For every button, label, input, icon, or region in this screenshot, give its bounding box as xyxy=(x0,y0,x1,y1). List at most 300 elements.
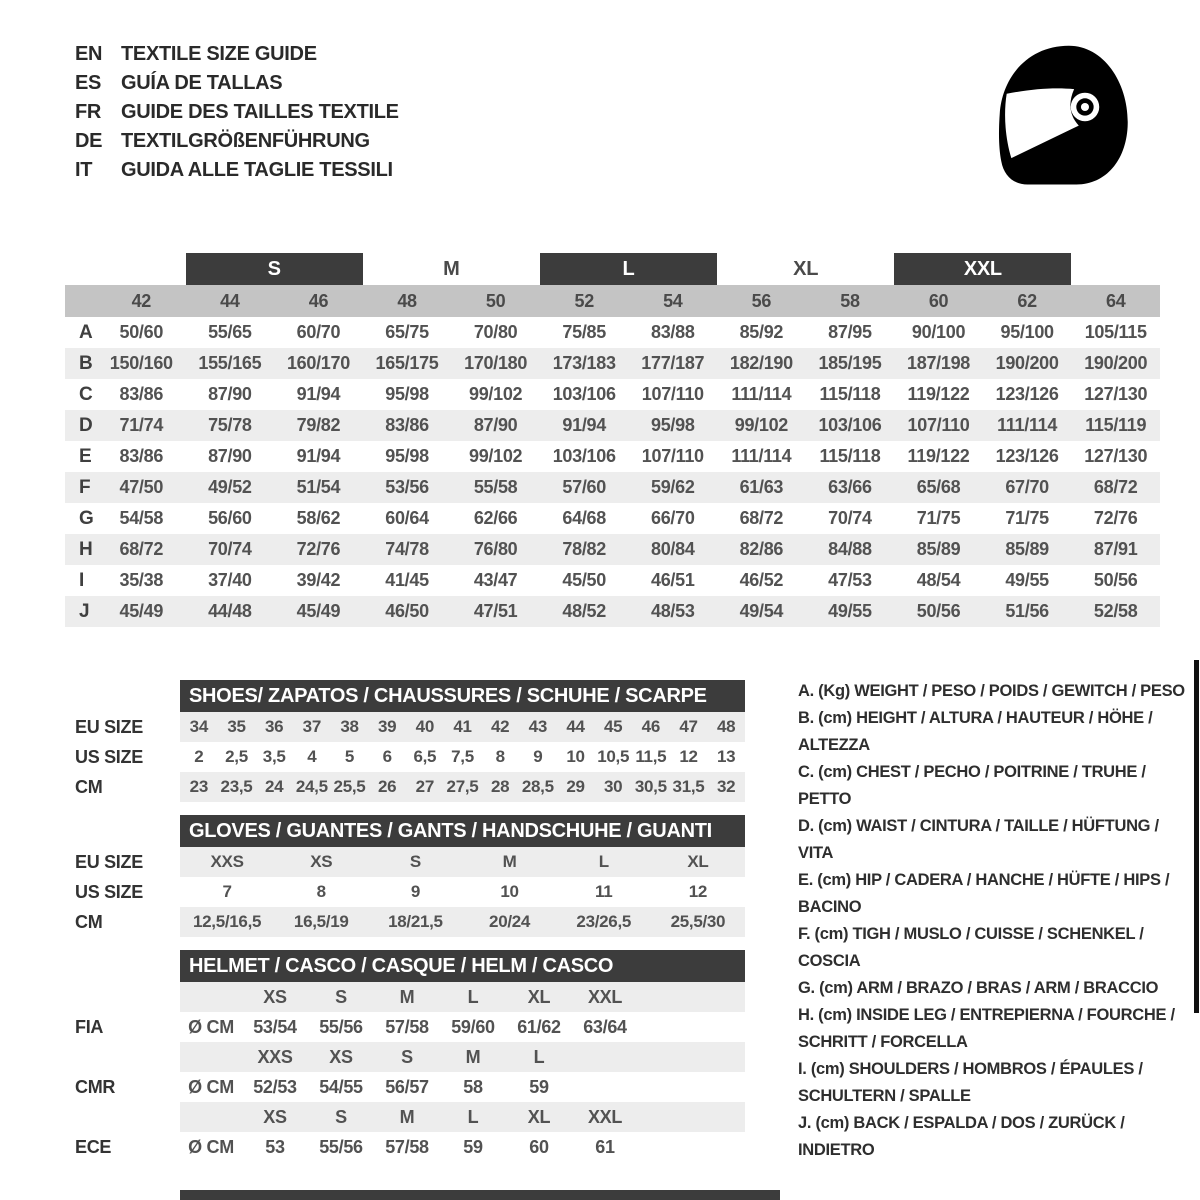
language-title-block xyxy=(75,40,399,185)
gloves-cm-value: 18/21,5 xyxy=(388,912,443,931)
helmet-size-label: XS xyxy=(329,1046,353,1067)
size-value-cell: 35/38 xyxy=(119,570,164,590)
shoes-eu-value: 46 xyxy=(641,717,660,736)
shoes-eu-value: 36 xyxy=(265,717,284,736)
size-value-cell: 58/62 xyxy=(296,508,341,528)
main-table-rows xyxy=(65,317,1160,627)
helmet-value-cell: 59 xyxy=(529,1076,549,1097)
shoes-eu-value: 37 xyxy=(302,717,321,736)
language-code: ES xyxy=(75,72,102,94)
table-row xyxy=(65,441,1160,472)
size-value-cell: 37/40 xyxy=(208,570,252,590)
size-value-cell: 64/68 xyxy=(562,508,606,528)
table-row xyxy=(65,317,1160,348)
size-value-cell: 91/94 xyxy=(296,384,341,404)
size-value-cell: 61/63 xyxy=(739,477,784,497)
size-value-cell: 70/74 xyxy=(828,508,872,528)
size-column-header: 62 xyxy=(1017,290,1037,311)
size-value-cell: 62/66 xyxy=(473,508,518,528)
legend-item: F. (cm) TIGH / MUSLO / CUISSE / SCHENKEL / COSCIA xyxy=(798,925,1144,970)
size-value-cell: 48/52 xyxy=(562,601,606,621)
size-value-cell: 80/84 xyxy=(651,539,695,559)
gloves-us-value: 10 xyxy=(500,882,519,901)
size-value-cell: 187/198 xyxy=(907,353,971,373)
size-value-cell: 103/106 xyxy=(818,415,882,435)
legend-item: D. (cm) WAIST / CINTURA / TAILLE / HÜFTUNG / VITA xyxy=(798,817,1159,862)
size-value-cell: 45/50 xyxy=(562,570,606,590)
shoes-eu-value: 42 xyxy=(491,717,510,736)
size-value-cell: 95/100 xyxy=(1000,322,1054,342)
size-value-cell: 45/49 xyxy=(119,601,164,621)
size-value-cell: 65/75 xyxy=(385,322,429,342)
size-value-cell: 107/110 xyxy=(907,415,970,435)
size-value-cell: 107/110 xyxy=(641,384,704,404)
standard-label-fia: FIA xyxy=(75,1016,104,1037)
size-value-cell: 59/62 xyxy=(651,477,695,497)
shoes-us-value: 3,5 xyxy=(262,747,286,766)
shoes-cm-value: 23 xyxy=(189,777,208,796)
size-value-cell: 52/58 xyxy=(1093,601,1138,621)
size-value-cell: 182/190 xyxy=(729,353,793,373)
size-value-cell: 49/55 xyxy=(828,601,872,621)
size-value-cell: 87/95 xyxy=(828,322,872,342)
helmet-unit-cell: Ø CM xyxy=(188,1076,234,1097)
gloves-us-row xyxy=(180,877,745,907)
helmet-value-cell: 59 xyxy=(463,1136,483,1157)
shoes-eu-value: 47 xyxy=(679,717,698,736)
size-column-header: 48 xyxy=(397,290,417,311)
size-value-cell: 79/82 xyxy=(296,415,341,435)
helmet-size-label: M xyxy=(465,1046,481,1067)
shoes-us-value: 11,5 xyxy=(635,747,667,766)
size-value-cell: 50/56 xyxy=(916,601,961,621)
size-column-header: 64 xyxy=(1105,290,1126,311)
table-row xyxy=(65,472,1160,503)
size-value-cell: 82/86 xyxy=(739,539,784,559)
helmet-size-label: XXS xyxy=(257,1046,293,1067)
gloves-us-value: 11 xyxy=(595,882,613,901)
shoes-us-value: 5 xyxy=(344,747,355,766)
helmet-value-cell: 55/56 xyxy=(319,1016,363,1037)
size-value-cell: 84/88 xyxy=(828,539,872,559)
helmet-size-label: XS xyxy=(263,986,287,1007)
guide-title: TEXTILGRÖßENFÜHRUNG xyxy=(121,130,370,152)
size-value-cell: 85/89 xyxy=(916,539,961,559)
size-value-cell: 95/98 xyxy=(651,415,695,435)
table-row xyxy=(65,410,1160,441)
main-size-table xyxy=(65,253,1160,627)
size-value-cell: 173/183 xyxy=(552,353,616,373)
helmet-value-cell: 57/58 xyxy=(385,1016,429,1037)
measurement-legend xyxy=(798,678,1190,1164)
size-value-cell: 51/54 xyxy=(296,477,341,497)
size-column-header: 56 xyxy=(751,290,772,311)
gloves-us-size-label: US SIZE xyxy=(75,881,143,902)
size-value-cell: 44/48 xyxy=(208,601,252,621)
helmet-value-cell: 55/56 xyxy=(319,1136,363,1157)
helmet-size-header-row xyxy=(180,982,745,1012)
size-value-cell: 70/80 xyxy=(473,322,518,342)
shoes-cm-value: 26 xyxy=(378,777,397,796)
shoes-cm-value: 31,5 xyxy=(672,777,705,796)
row-letter: E xyxy=(79,445,92,467)
helmet-size-label: S xyxy=(335,1106,347,1127)
size-band-row xyxy=(65,253,1160,285)
shoes-cm-value: 24,5 xyxy=(295,777,328,796)
size-value-cell: 127/130 xyxy=(1084,384,1148,404)
helmet-values-row xyxy=(180,1132,745,1162)
language-title-row xyxy=(75,98,399,127)
size-value-cell: 165/175 xyxy=(375,353,439,373)
size-value-cell: 67/70 xyxy=(1005,477,1049,497)
size-value-cell: 66/70 xyxy=(651,508,695,528)
size-value-cell: 87/90 xyxy=(473,415,518,435)
language-title-row xyxy=(75,156,399,185)
shoes-cm-row xyxy=(180,772,745,802)
gloves-cm-value: 20/24 xyxy=(489,912,531,931)
helmet-size-label: L xyxy=(533,1046,545,1067)
size-value-cell: 91/94 xyxy=(296,446,341,466)
helmet-value-cell: 52/53 xyxy=(253,1076,297,1097)
size-value-cell: 43/47 xyxy=(473,570,518,590)
size-value-cell: 60/70 xyxy=(296,322,341,342)
helmet-size-header-row xyxy=(180,1042,745,1072)
language-code: DE xyxy=(75,130,103,152)
language-code: FR xyxy=(75,101,102,123)
helmet-value-cell: 58 xyxy=(463,1076,483,1097)
shoes-us-value: 8 xyxy=(495,747,505,766)
shoes-us-value: 4 xyxy=(307,747,317,766)
helmet-size-label: L xyxy=(467,986,479,1007)
size-value-cell: 47/50 xyxy=(119,477,164,497)
legend-item: C. (cm) CHEST / PECHO / POITRINE / TRUHE / PETTO xyxy=(798,763,1146,808)
size-value-cell: 63/66 xyxy=(828,477,872,497)
main-table-columns xyxy=(65,285,1160,317)
shoes-cm-value: 30,5 xyxy=(634,777,667,796)
row-letter: H xyxy=(79,538,93,560)
size-value-cell: 111/114 xyxy=(997,415,1058,435)
size-value-cell: 55/65 xyxy=(208,322,252,342)
size-value-cell: 46/52 xyxy=(739,570,784,590)
size-value-cell: 76/80 xyxy=(473,539,518,559)
size-column-header: 44 xyxy=(220,290,240,311)
helmet-size-label: L xyxy=(467,1106,479,1127)
shoes-cm-value: 30 xyxy=(604,777,623,796)
legend-item: B. (cm) HEIGHT / ALTURA / HAUTEUR / HÖHE / ALTEZZA xyxy=(798,709,1153,754)
size-value-cell: 170/180 xyxy=(464,353,528,373)
size-value-cell: 45/49 xyxy=(296,601,341,621)
size-value-cell: 72/76 xyxy=(296,539,341,559)
shoes-eu-value: 45 xyxy=(604,717,623,736)
size-value-cell: 83/86 xyxy=(119,384,164,404)
size-value-cell: 111/114 xyxy=(731,384,792,404)
helmet-size-label: XS xyxy=(263,1106,287,1127)
size-value-cell: 95/98 xyxy=(385,446,429,466)
size-value-cell: 71/75 xyxy=(1005,508,1049,528)
helmet-value-cell: 53/54 xyxy=(253,1016,297,1037)
shoes-us-value: 13 xyxy=(717,747,736,766)
size-value-cell: 51/56 xyxy=(1005,601,1049,621)
racing-helmet-icon xyxy=(985,38,1140,193)
guide-title: GUIDA ALLE TAGLIE TESSILI xyxy=(121,159,393,181)
size-value-cell: 83/88 xyxy=(651,322,695,342)
size-value-cell: 83/86 xyxy=(385,415,429,435)
helmet-value-cell: 61 xyxy=(595,1136,615,1157)
shoes-eu-value: 39 xyxy=(378,717,397,736)
size-value-cell: 119/122 xyxy=(907,384,970,404)
row-letter: A xyxy=(79,321,93,343)
gloves-eu-value: XXS xyxy=(210,852,244,871)
helmet-size-header-row xyxy=(180,1102,745,1132)
guide-title: GUÍA DE TALLAS xyxy=(121,72,283,94)
size-value-cell: 150/160 xyxy=(109,353,173,373)
size-value-cell: 107/110 xyxy=(641,446,704,466)
helmet-size-label: XL xyxy=(527,986,551,1007)
shoes-cm-value: 29 xyxy=(566,777,585,796)
helmet-size-label: XXL xyxy=(587,1106,623,1127)
table-row xyxy=(65,379,1160,410)
guide-title: TEXTILE SIZE GUIDE xyxy=(121,43,317,65)
size-value-cell: 119/122 xyxy=(907,446,970,466)
size-band-xxl: XXL xyxy=(894,253,1071,285)
shoes-eu-value: 41 xyxy=(453,717,472,736)
gloves-cm-value: 23/26,5 xyxy=(576,912,632,931)
row-letter: J xyxy=(79,600,90,622)
size-value-cell: 75/78 xyxy=(208,415,252,435)
size-value-cell: 127/130 xyxy=(1084,446,1148,466)
size-value-cell: 103/106 xyxy=(552,384,616,404)
shoes-eu-value: 35 xyxy=(227,717,246,736)
size-value-cell: 83/86 xyxy=(119,446,164,466)
size-value-cell: 39/42 xyxy=(296,570,341,590)
size-column-header: 52 xyxy=(574,290,594,311)
helmet-size-label: XXL xyxy=(587,986,623,1007)
size-value-cell: 50/56 xyxy=(1093,570,1138,590)
gloves-us-value: 12 xyxy=(688,882,708,901)
helmet-size-label: M xyxy=(399,1106,415,1127)
table-row xyxy=(65,534,1160,565)
gloves-cm-row xyxy=(180,907,745,937)
size-label-m: M xyxy=(443,257,460,280)
size-band-l: L xyxy=(540,253,717,285)
size-value-cell: 185/195 xyxy=(818,353,882,373)
gloves-us-value: 8 xyxy=(316,882,326,901)
shoes-us-value: 10 xyxy=(566,747,585,766)
helmet-value-cell: 53 xyxy=(265,1136,285,1157)
size-value-cell: 111/114 xyxy=(731,446,792,466)
shoes-us-row xyxy=(180,742,745,772)
size-value-cell: 49/54 xyxy=(739,601,784,621)
language-code: EN xyxy=(75,43,103,65)
size-value-cell: 49/55 xyxy=(1005,570,1049,590)
size-value-cell: 87/90 xyxy=(208,384,252,404)
size-value-cell: 55/58 xyxy=(473,477,518,497)
gloves-eu-value: M xyxy=(502,852,517,871)
shoes-us-value: 2 xyxy=(194,747,204,766)
shoes-eu-value: 34 xyxy=(189,717,208,736)
size-value-cell: 90/100 xyxy=(911,322,966,342)
helmet-value-cell: 56/57 xyxy=(385,1076,429,1097)
helmet-value-cell: 57/58 xyxy=(385,1136,429,1157)
size-value-cell: 160/170 xyxy=(286,353,350,373)
helmet-size-label: M xyxy=(399,986,415,1007)
size-value-cell: 95/98 xyxy=(385,384,429,404)
helmet-size-label: S xyxy=(401,1046,413,1067)
helmet-value-cell: 59/60 xyxy=(451,1016,495,1037)
gloves-cm-value: 25,5/30 xyxy=(670,912,726,931)
size-value-cell: 115/119 xyxy=(1085,415,1147,435)
size-value-cell: 115/118 xyxy=(819,384,881,404)
size-value-cell: 71/74 xyxy=(119,415,164,435)
size-value-cell: 78/82 xyxy=(562,539,606,559)
helmet-values-row xyxy=(180,1012,745,1042)
row-letter: G xyxy=(79,507,94,529)
legend-item: I. (cm) SHOULDERS / HOMBROS / ÉPAULES / SCHULTERN / SPALLE xyxy=(798,1060,1143,1105)
gloves-us-value: 9 xyxy=(410,882,420,901)
helmet-value-cell: 60 xyxy=(529,1136,549,1157)
shoes-us-value: 10,5 xyxy=(597,747,630,766)
shoes-cm-value: 25,5 xyxy=(333,777,366,796)
shoes-eu-value: 38 xyxy=(340,717,359,736)
size-value-cell: 177/187 xyxy=(641,353,705,373)
size-value-cell: 105/115 xyxy=(1084,322,1147,342)
row-letter: D xyxy=(79,414,93,436)
right-edge-line xyxy=(1194,660,1199,1013)
size-value-cell: 57/60 xyxy=(562,477,606,497)
legend-item: G. (cm) ARM / BRAZO / BRAS / ARM / BRACCIO xyxy=(798,979,1159,997)
size-column-header: 54 xyxy=(663,290,683,311)
cropped-bottom-bar xyxy=(180,1190,780,1200)
size-value-cell: 48/54 xyxy=(916,570,961,590)
language-title-row xyxy=(75,40,399,69)
size-value-cell: 68/72 xyxy=(1093,477,1138,497)
language-code: IT xyxy=(75,159,93,181)
size-value-cell: 41/45 xyxy=(385,570,429,590)
shoes-eu-value: 48 xyxy=(717,717,736,736)
row-letter: I xyxy=(79,569,84,591)
letter-column-spacer xyxy=(65,285,97,317)
shoes-cm-value: 27,5 xyxy=(446,777,479,796)
row-letter: B xyxy=(79,352,93,374)
gloves-eu-row xyxy=(180,847,745,877)
table-row xyxy=(65,348,1160,379)
size-value-cell: 99/102 xyxy=(468,384,523,404)
size-value-cell: 85/89 xyxy=(1005,539,1049,559)
shoes-eu-value: 40 xyxy=(415,717,434,736)
size-label-xl: XL xyxy=(793,257,819,280)
standard-label-cmr: CMR xyxy=(75,1076,116,1097)
language-title-row xyxy=(75,69,399,98)
shoes-cm-value: 28,5 xyxy=(521,777,554,796)
gloves-table-header: GLOVES / GUANTES / GANTS / HANDSCHUHE / GUANTI xyxy=(180,815,745,847)
gloves-cm-value: 16,5/19 xyxy=(293,912,349,931)
size-value-cell: 68/72 xyxy=(739,508,784,528)
size-value-cell: 123/126 xyxy=(995,384,1059,404)
size-value-cell: 75/85 xyxy=(562,322,606,342)
helmet-size-label: XL xyxy=(527,1106,551,1127)
size-value-cell: 47/53 xyxy=(828,570,872,590)
size-value-cell: 60/64 xyxy=(385,508,429,528)
shoes-eu-value: 44 xyxy=(566,717,585,736)
size-value-cell: 99/102 xyxy=(468,446,523,466)
size-value-cell: 68/72 xyxy=(119,539,164,559)
size-value-cell: 91/94 xyxy=(562,415,606,435)
size-value-cell: 123/126 xyxy=(995,446,1059,466)
legend-item: A. (Kg) WEIGHT / PESO / POIDS / GEWITCH / PESO xyxy=(798,682,1185,700)
size-value-cell: 54/58 xyxy=(119,508,164,528)
row-letter: C xyxy=(79,383,93,405)
size-value-cell: 74/78 xyxy=(385,539,429,559)
helmet-unit-cell: Ø CM xyxy=(188,1136,234,1157)
size-band-s: S xyxy=(186,253,363,285)
legend-item: E. (cm) HIP / CADERA / HANCHE / HÜFTE / HIPS / BACINO xyxy=(798,871,1170,916)
standard-label-ece: ECE xyxy=(75,1136,112,1157)
shoes-cm-value: 24 xyxy=(265,777,284,796)
size-value-cell: 49/52 xyxy=(208,477,252,497)
helmet-value-cell: 54/55 xyxy=(319,1076,363,1097)
gloves-eu-value: L xyxy=(598,852,609,871)
size-value-cell: 190/200 xyxy=(1084,353,1148,373)
shoes-us-value: 12 xyxy=(679,747,698,766)
helmet-table-header: HELMET / CASCO / CASQUE / HELM / CASCO xyxy=(180,950,745,982)
table-row xyxy=(65,565,1160,596)
size-value-cell: 56/60 xyxy=(208,508,252,528)
size-column-header: 60 xyxy=(928,290,949,311)
size-value-cell: 99/102 xyxy=(734,415,788,435)
table-row xyxy=(65,503,1160,534)
size-value-cell: 72/76 xyxy=(1093,508,1138,528)
gloves-cm-label: CM xyxy=(75,911,103,932)
helmet-values-row xyxy=(180,1072,745,1102)
size-value-cell: 190/200 xyxy=(995,353,1059,373)
row-letter: F xyxy=(79,476,91,498)
shoes-cm-label: CM xyxy=(75,776,103,797)
shoes-us-value: 9 xyxy=(533,747,543,766)
size-value-cell: 47/51 xyxy=(473,601,518,621)
size-value-cell: 87/91 xyxy=(1093,539,1138,559)
gloves-cm-value: 12,5/16,5 xyxy=(192,912,262,931)
size-value-cell: 53/56 xyxy=(385,477,429,497)
size-column-header: 58 xyxy=(840,290,860,311)
gloves-us-value: 7 xyxy=(222,882,232,901)
helmet-unit-cell: Ø CM xyxy=(188,1016,234,1037)
size-value-cell: 65/68 xyxy=(916,477,961,497)
helmet-size-label: S xyxy=(335,986,347,1007)
size-value-cell: 85/92 xyxy=(739,322,784,342)
size-value-cell: 103/106 xyxy=(552,446,616,466)
size-value-cell: 71/75 xyxy=(916,508,961,528)
shoes-cm-value: 32 xyxy=(717,777,736,796)
gloves-eu-size-label: EU SIZE xyxy=(75,851,143,872)
shoes-table-header: SHOES/ ZAPATOS / CHAUSSURES / SCHUHE / SCARPE xyxy=(180,680,745,712)
shoes-eu-value: 43 xyxy=(528,717,547,736)
gloves-eu-value: XS xyxy=(310,852,333,871)
shoes-us-value: 2,5 xyxy=(225,747,248,766)
guide-title: GUIDE DES TAILLES TEXTILE xyxy=(121,101,399,123)
size-value-cell: 115/118 xyxy=(819,446,881,466)
size-value-cell: 70/74 xyxy=(208,539,252,559)
size-value-cell: 46/50 xyxy=(385,601,429,621)
table-row xyxy=(65,596,1160,627)
helmet-value-cell: 61/62 xyxy=(517,1016,561,1037)
shoes-eu-row xyxy=(180,712,745,742)
shoes-us-size-label: US SIZE xyxy=(75,746,143,767)
legend-item: J. (cm) BACK / ESPALDA / DOS / ZURÜCK / INDIETRO xyxy=(798,1114,1125,1159)
helmet-value-cell: 63/64 xyxy=(583,1016,627,1037)
shoes-us-value: 6,5 xyxy=(413,747,437,766)
language-title-row xyxy=(75,127,399,156)
size-value-cell: 155/165 xyxy=(198,353,262,373)
